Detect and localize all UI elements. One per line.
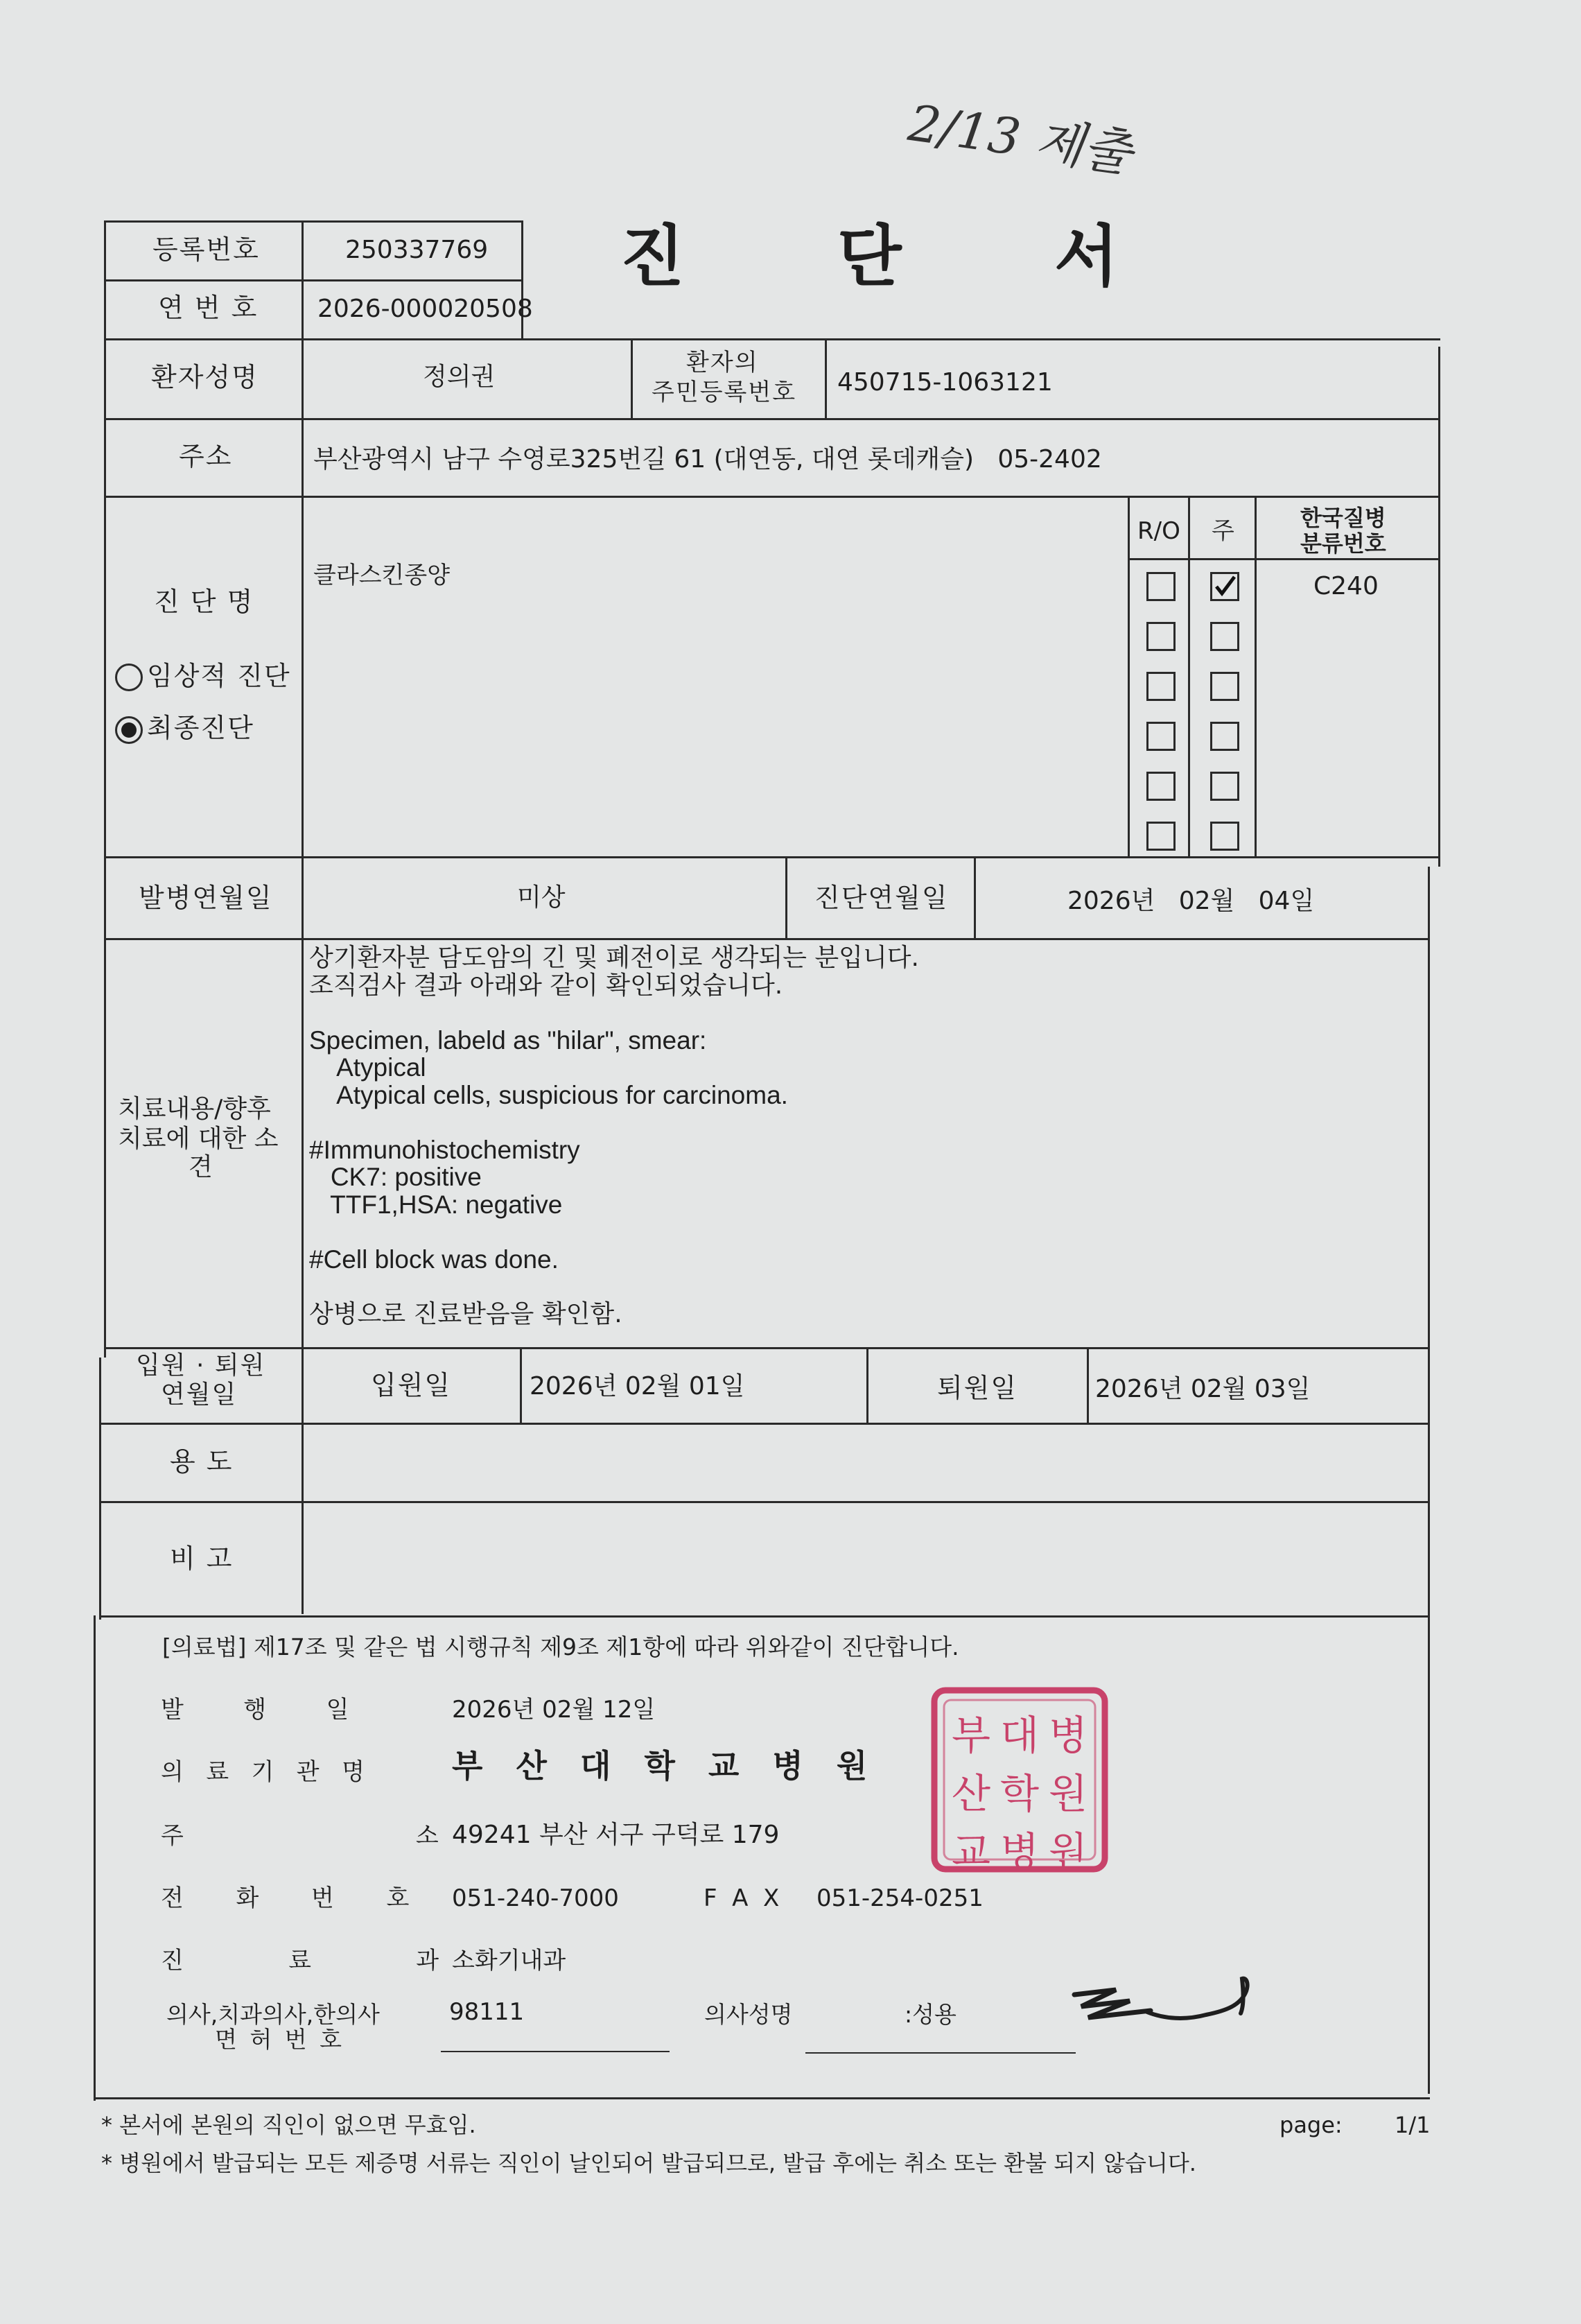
opinion-line: 조직검사 결과 아래와 같이 확인되었습니다. (309, 971, 783, 1000)
ro-checkbox[interactable] (1146, 822, 1176, 851)
diag-date: 2026년 02월 04일 (1067, 887, 1315, 915)
patient-name: 정의권 (423, 363, 496, 391)
seal-char: 교 (951, 1828, 991, 1875)
seal-char: 원 (1048, 1770, 1088, 1817)
page-number: 1/1 (1395, 2112, 1431, 2138)
fax-label: F A X (704, 1884, 780, 1912)
opinion-line (309, 1109, 1418, 1136)
code-header-2: 분류번호 (1300, 530, 1386, 557)
department-label: 진 료 과 (161, 1947, 439, 1975)
doctor-name: :성용 (905, 2001, 957, 2028)
final-label: 최종진단 (147, 713, 254, 743)
opinion-line: TTF1,HSA: negative (309, 1190, 563, 1219)
opinion-line: #Cell block was done. (309, 1245, 559, 1274)
disease-code: C240 (1313, 572, 1379, 600)
clinical-label: 임상적 진단 (147, 661, 291, 691)
serial-label: 연 번 호 (158, 293, 259, 323)
admit-date: 2026년 02월 01일 (530, 1372, 745, 1401)
opinion-text (309, 944, 1418, 1328)
handwritten-note: 2/13 제출 (905, 93, 1136, 183)
department: 소화기내과 (452, 1947, 566, 1975)
document-title: 진 단 서 (620, 218, 1139, 295)
ro-checkbox[interactable] (1146, 672, 1176, 701)
opinion-line: Atypical (309, 1053, 426, 1082)
opinion-line: #Immunohistochemistry (309, 1135, 580, 1164)
remarks-label: 비 고 (170, 1543, 234, 1574)
tel-number: 051-240-7000 (452, 1884, 619, 1912)
address-label: 주소 (179, 441, 233, 471)
license-underline (441, 2051, 670, 2052)
issue-date: 2026년 02월 12일 (452, 1696, 656, 1724)
opinion-line: 상병으로 진료받음을 확인함. (309, 1299, 622, 1328)
seal-char: 병 (1048, 1712, 1088, 1759)
main-checkbox[interactable] (1210, 672, 1239, 701)
code-header-1: 한국질병 (1300, 505, 1386, 531)
admission-label-2: 연월일 (161, 1380, 238, 1409)
ro-checkbox[interactable] (1146, 772, 1176, 801)
diag-date-label: 진단연월일 (814, 883, 949, 913)
opinion-line (309, 1218, 1418, 1246)
seal-char: 부 (951, 1712, 991, 1759)
main-checkbox[interactable] (1210, 722, 1239, 751)
refund-note: * 병원에서 발급되는 모든 제증명 서류는 직인이 날인되어 발급되므로, 발급 후에는 취소 또는 환불 되지 않습니다. (101, 2150, 1196, 2176)
fax-number: 051-254-0251 (816, 1884, 984, 1912)
opinion-label-2: 치료에 대한 소 (118, 1125, 279, 1153)
issue-date-label: 발 행 일 (161, 1696, 349, 1724)
onset-label: 발병연월일 (139, 883, 273, 913)
admit-label: 입원일 (371, 1370, 452, 1401)
main-checkbox[interactable] (1210, 772, 1239, 801)
hospital-seal (930, 1686, 1109, 1873)
rrn-label-1: 환자의 (686, 349, 759, 376)
opinion-line: CK7: positive (309, 1163, 482, 1191)
ro-checkbox[interactable] (1146, 572, 1176, 601)
doctor-label: 의사성명 (704, 2001, 793, 2028)
license-label-1: 의사,치과의사,한의사 (166, 2001, 380, 2028)
serial-no: 2026-000020508 (317, 295, 533, 323)
main-checkbox[interactable] (1210, 622, 1239, 651)
doctor-signature (1067, 1970, 1261, 2033)
opinion-line (309, 1273, 1418, 1301)
opinion-line: Atypical cells, suspicious for carcinoma. (309, 1080, 788, 1109)
page-label: page: (1279, 2112, 1343, 2138)
diagnosis-label: 진 단 명 (154, 587, 254, 617)
admission-label-1: 입원 · 퇴원 (136, 1351, 266, 1380)
discharge-label: 퇴원일 (937, 1373, 1018, 1403)
opinion-label-3: 견 (189, 1153, 214, 1181)
opinion-line: 상기환자분 담도암의 긴 및 폐전이로 생각되는 분입니다. (309, 944, 919, 972)
opinion-line (309, 999, 1418, 1027)
ro-checkbox[interactable] (1146, 622, 1176, 651)
main-checkbox[interactable] (1210, 572, 1239, 601)
patient-address: 부산광역시 남구 수영로325번길 61 (대연동, 대연 롯데캐슬) 05-2402 (313, 445, 1102, 474)
license-number: 98111 (449, 1998, 525, 2026)
final-radio[interactable] (115, 716, 143, 744)
hospital-address-label: 주 소 (161, 1822, 439, 1850)
patient-rrn: 450715-1063121 (837, 368, 1053, 397)
opinion-line: Specimen, labeld as "hilar", smear: (309, 1025, 707, 1055)
patient-name-label: 환자성명 (151, 362, 259, 392)
hospital-address: 49241 부산 서구 구덕로 179 (452, 1821, 780, 1849)
seal-char: 학 (999, 1770, 1040, 1817)
seal-char: 대 (999, 1712, 1040, 1759)
discharge-date: 2026년 02월 03일 (1095, 1375, 1311, 1403)
diagnosis-name: 클라스킨종양 (313, 562, 451, 589)
institution-label: 의 료 기 관 명 (161, 1758, 365, 1786)
seal-char: 산 (951, 1770, 991, 1817)
main-checkbox[interactable] (1210, 822, 1239, 851)
ro-header: R/O (1137, 517, 1180, 545)
clinical-radio[interactable] (115, 664, 143, 691)
reg-no: 250337769 (345, 236, 489, 264)
institution-name: 부 산 대 학 교 병 원 (452, 1747, 868, 1785)
seal-char: 병 (999, 1828, 1040, 1875)
ro-checkbox[interactable] (1146, 722, 1176, 751)
seal-char: 원 (1048, 1828, 1088, 1875)
onset-value: 미상 (517, 883, 566, 912)
doctor-underline (805, 2052, 1076, 2054)
rrn-label-2: 주민등록번호 (652, 379, 797, 406)
tel-label: 전 화 번 호 (161, 1884, 410, 1912)
opinion-label-1: 치료내용/향후 (118, 1095, 271, 1123)
reg-no-label: 등록번호 (152, 234, 260, 265)
license-label-2: 면 허 번 호 (215, 2026, 344, 2053)
law-statement: [의료법] 제17조 및 같은 법 시행규칙 제9조 제1항에 따라 위와같이 진단합니다. (162, 1633, 959, 1660)
main-header: 주 (1212, 517, 1234, 545)
purpose-label: 용 도 (170, 1446, 234, 1477)
validity-note: * 본서에 본원의 직인이 없으면 무효임. (101, 2112, 476, 2138)
